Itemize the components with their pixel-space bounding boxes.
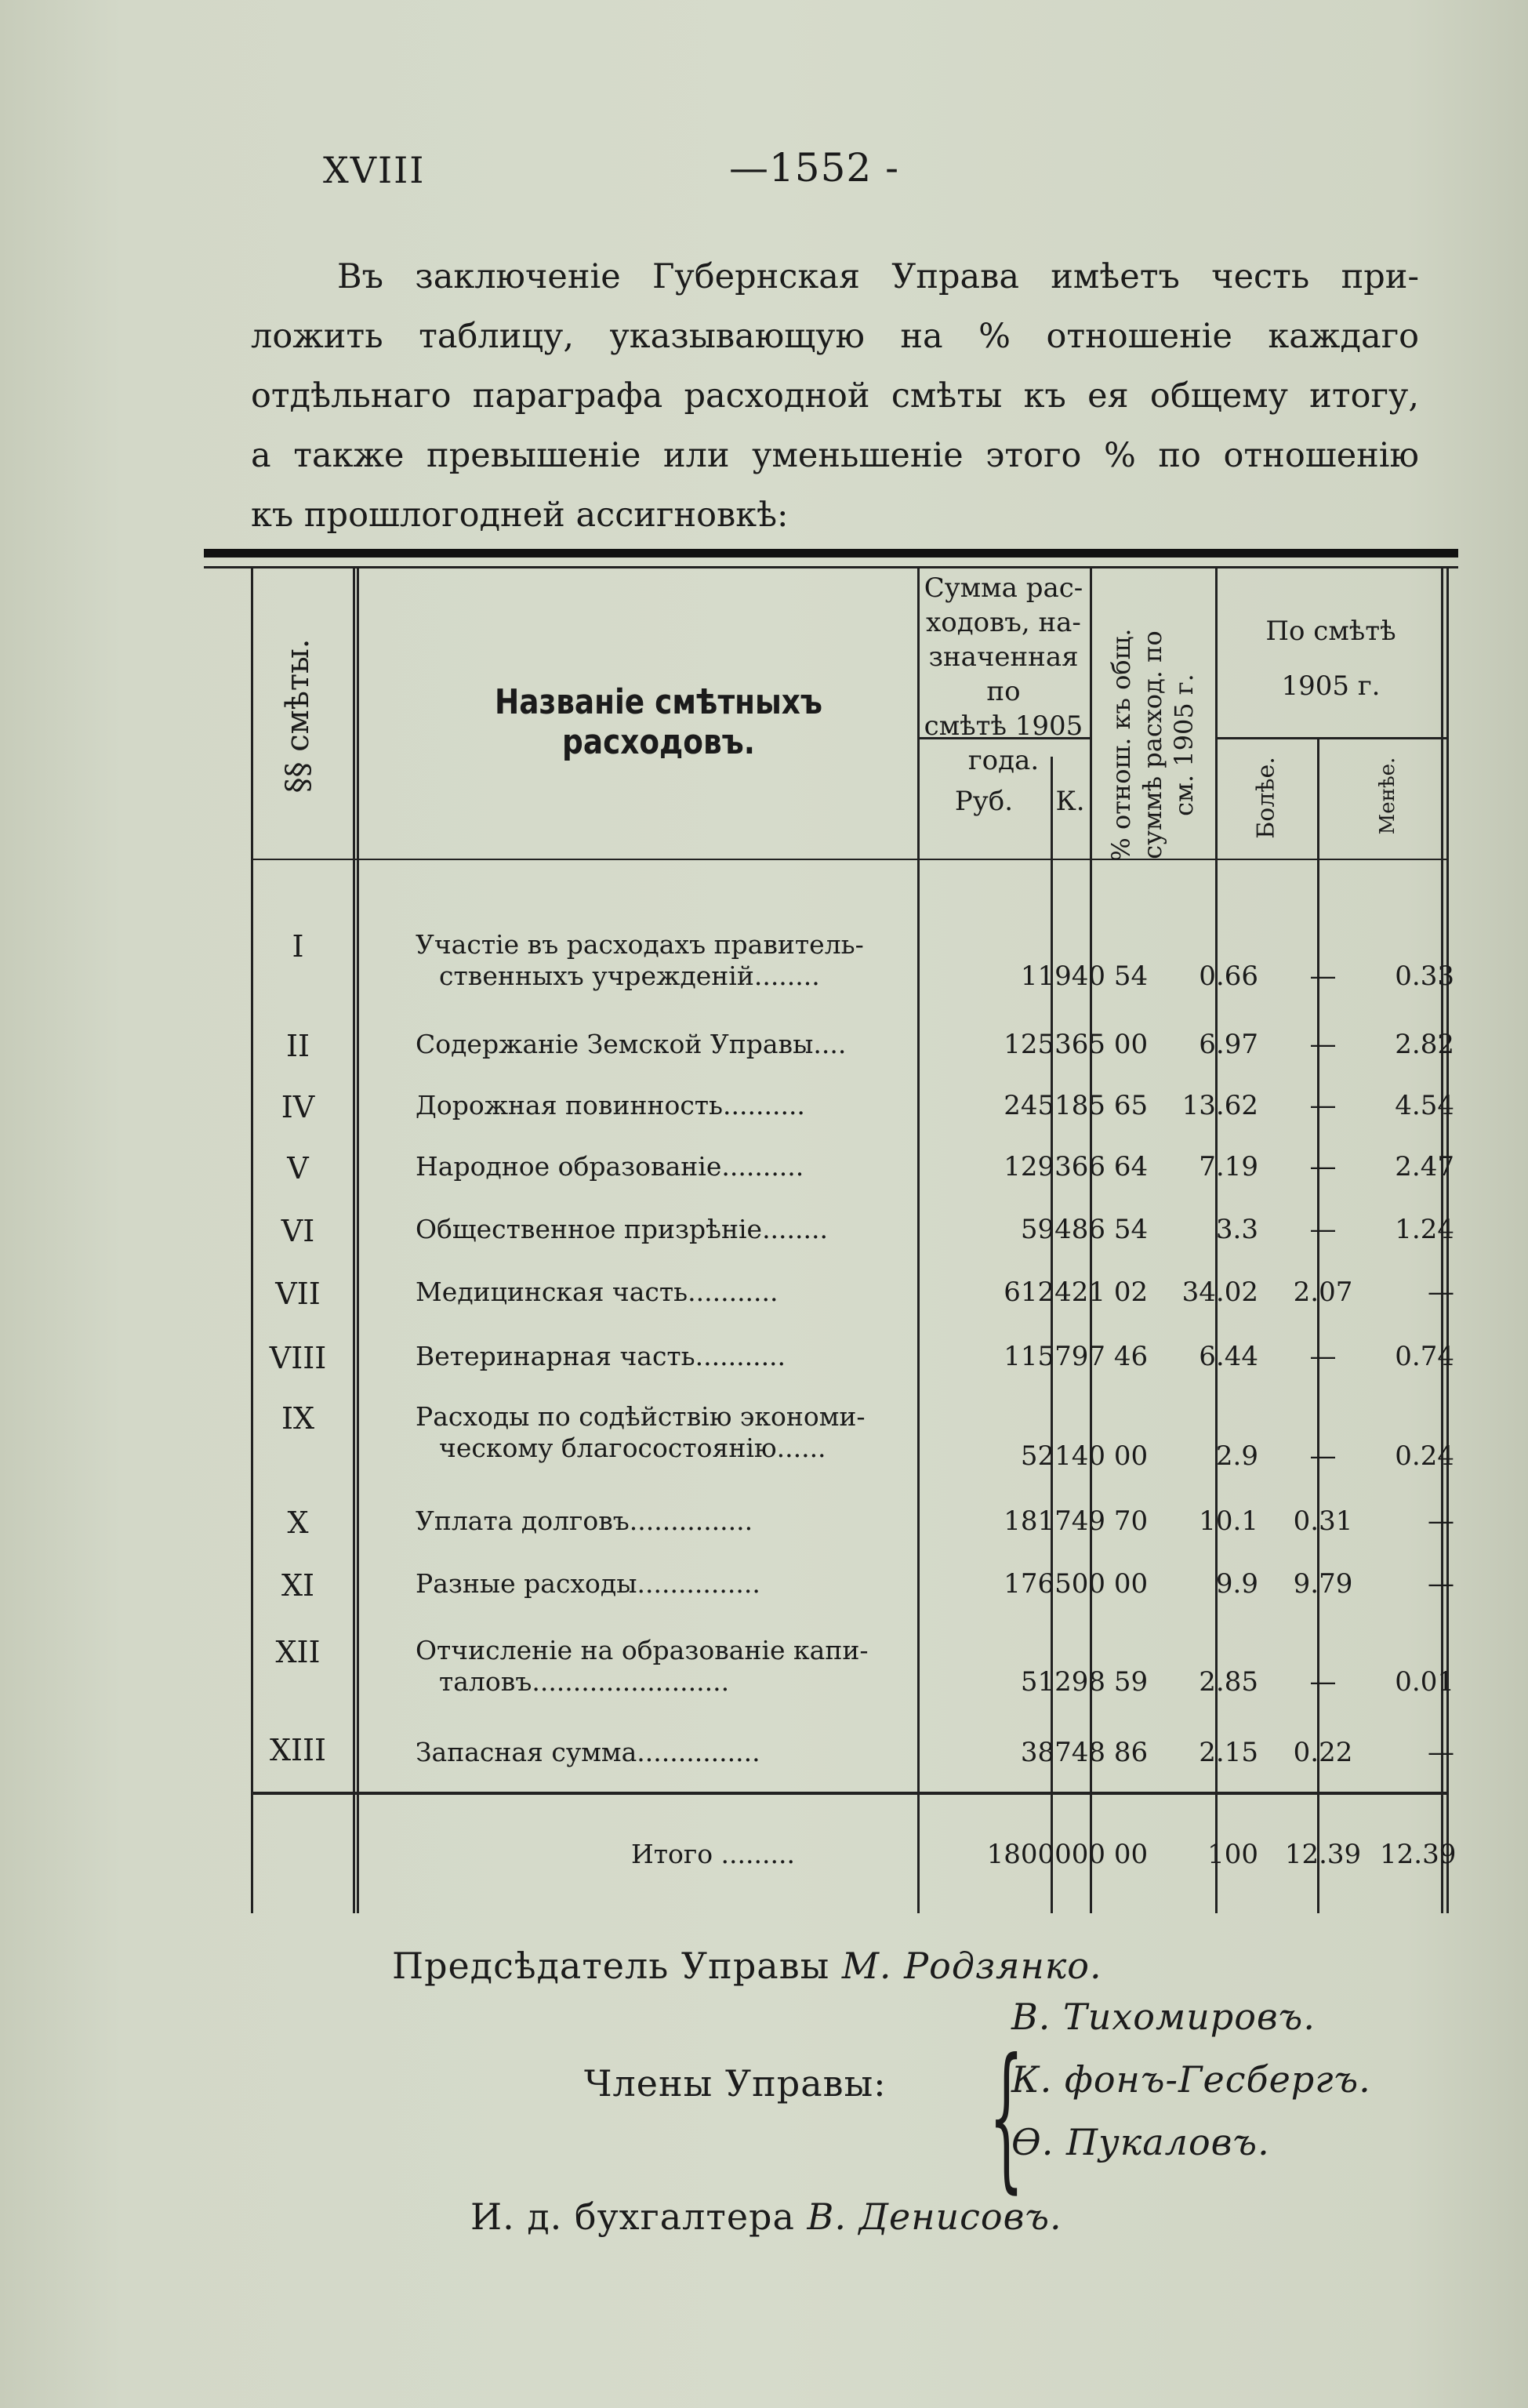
row-section: X bbox=[287, 1505, 309, 1540]
row-more: — bbox=[1309, 1090, 1337, 1121]
sections-header: §§ смѣты. bbox=[280, 638, 316, 794]
row-kop: 00 bbox=[1113, 1568, 1149, 1600]
header-rule bbox=[1215, 737, 1446, 739]
row-percent: 3.3 bbox=[1215, 1214, 1258, 1245]
row-more: — bbox=[1309, 1029, 1337, 1060]
row-more: — bbox=[1309, 1341, 1337, 1372]
row-section: XIII bbox=[269, 1733, 327, 1767]
row-name-line: ственныхъ учрежденій........ bbox=[439, 961, 820, 991]
row-kop: 46 bbox=[1113, 1341, 1149, 1372]
row-section: IX bbox=[281, 1401, 315, 1436]
row-percent: 10.1 bbox=[1199, 1505, 1258, 1537]
row-section: VIII bbox=[269, 1341, 327, 1375]
row-more: — bbox=[1309, 961, 1337, 992]
row-rub: 59486 bbox=[1020, 1214, 1105, 1245]
by-estimate-line: 1905 г. bbox=[1281, 670, 1381, 702]
row-name: Народное образованіе.......... bbox=[416, 1151, 804, 1182]
row-name: Разные расходы............... bbox=[416, 1568, 760, 1599]
row-more: 0.31 bbox=[1293, 1505, 1353, 1537]
accountant-name: В. Денисовъ. bbox=[807, 2196, 1062, 2238]
row-name bbox=[416, 929, 917, 992]
row-name bbox=[416, 1401, 917, 1464]
row-less: 0.74 bbox=[1395, 1341, 1454, 1372]
chairman-signature bbox=[392, 1945, 1102, 1987]
row-rub: 11940 bbox=[1020, 961, 1105, 992]
brace-symbol: { bbox=[989, 2025, 1024, 2208]
row-name: Медицинская часть........... bbox=[416, 1277, 779, 1307]
row-percent: 7.19 bbox=[1199, 1151, 1258, 1182]
row-less: 2.82 bbox=[1395, 1029, 1454, 1060]
row-rub: 245185 bbox=[1004, 1090, 1105, 1121]
row-percent: 6.44 bbox=[1199, 1341, 1258, 1372]
row-less: — bbox=[1428, 1737, 1454, 1768]
row-kop: 64 bbox=[1113, 1151, 1149, 1182]
sum-header-line: смѣтѣ 1905 bbox=[924, 710, 1083, 742]
expense-table bbox=[204, 549, 1458, 1921]
row-more: 9.79 bbox=[1293, 1568, 1353, 1600]
percent-header-line: % отнош. къ общ. bbox=[1106, 628, 1136, 862]
row-section: VI bbox=[281, 1214, 315, 1248]
row-name-line: Участіе въ расходахъ правитель- bbox=[416, 929, 864, 960]
row-percent: 2.9 bbox=[1215, 1440, 1258, 1472]
row-section: V bbox=[287, 1151, 309, 1186]
row-name: Общественное призрѣніе........ bbox=[416, 1214, 828, 1244]
percent-header bbox=[1105, 588, 1200, 902]
kop-header: К. bbox=[1055, 786, 1085, 817]
chairman-title: Предсѣдатель Управы bbox=[392, 1945, 830, 1987]
row-rub: 52140 bbox=[1020, 1440, 1105, 1472]
more-header: Болѣе. bbox=[1252, 757, 1280, 839]
row-percent: 13.62 bbox=[1181, 1090, 1258, 1121]
row-less: — bbox=[1428, 1568, 1454, 1600]
name-header: Названіе смѣтныхъ расходовъ. bbox=[494, 682, 823, 762]
row-more: — bbox=[1309, 1440, 1337, 1472]
row-less: — bbox=[1428, 1505, 1454, 1537]
by-estimate-line: По смѣтѣ bbox=[1265, 616, 1396, 647]
total-rub: 1800000 bbox=[986, 1839, 1105, 1870]
intro-line: Въ заключеніе Губернская Управа имѣетъ честь при- bbox=[337, 257, 1419, 296]
row-section: XI bbox=[281, 1568, 315, 1603]
row-less: — bbox=[1428, 1277, 1454, 1308]
row-name-line: ческому благосостоянію...... bbox=[439, 1433, 826, 1463]
sum-header-line: года. bbox=[967, 745, 1040, 776]
member-name: Ѳ. Пукаловъ. bbox=[1011, 2121, 1270, 2163]
row-section: XII bbox=[275, 1635, 321, 1669]
row-name: Дорожная повинность.......... bbox=[416, 1090, 805, 1120]
row-name: Запасная сумма............... bbox=[416, 1737, 760, 1767]
sum-header-line: значенная по bbox=[928, 641, 1079, 707]
row-name-line: таловъ........................ bbox=[439, 1666, 730, 1697]
row-percent: 2.85 bbox=[1199, 1666, 1258, 1698]
accountant-title: И. д. бухгалтера bbox=[470, 2196, 795, 2238]
total-less: 12.39 bbox=[1380, 1839, 1457, 1870]
by-estimate-header bbox=[1215, 604, 1446, 714]
row-name-line: Расходы по содѣйствію экономи- bbox=[416, 1401, 866, 1432]
row-more: — bbox=[1309, 1151, 1337, 1182]
row-rub: 129366 bbox=[1004, 1151, 1105, 1182]
row-percent: 6.97 bbox=[1199, 1029, 1258, 1060]
member-name: В. Тихомировъ. bbox=[1011, 1996, 1316, 2038]
row-less: 0.24 bbox=[1395, 1440, 1454, 1472]
member-name: К. фонъ-Гесбергъ. bbox=[1011, 2058, 1371, 2101]
row-less: 0.33 bbox=[1395, 961, 1454, 992]
row-section: II bbox=[285, 1029, 310, 1063]
row-more: 0.22 bbox=[1293, 1737, 1353, 1768]
row-less: 2.47 bbox=[1395, 1151, 1454, 1182]
row-rub: 176500 bbox=[1004, 1568, 1105, 1600]
row-kop: 00 bbox=[1113, 1029, 1149, 1060]
row-section: I bbox=[292, 929, 304, 964]
row-name bbox=[416, 1635, 917, 1698]
sum-header bbox=[917, 571, 1090, 778]
total-more: 12.39 bbox=[1284, 1839, 1362, 1870]
row-rub: 125365 bbox=[1004, 1029, 1105, 1060]
page-number: —1552 - bbox=[729, 145, 900, 191]
total-label: Итого ......... bbox=[631, 1839, 795, 1869]
members-label: Члены Управы: bbox=[584, 2062, 887, 2105]
table-top-rule bbox=[204, 549, 1458, 558]
row-kop: 59 bbox=[1113, 1666, 1149, 1698]
percent-header-line: см. 1905 г. bbox=[1169, 674, 1199, 816]
row-more: — bbox=[1309, 1666, 1337, 1698]
row-less: 0.01 bbox=[1395, 1666, 1454, 1698]
row-kop: 70 bbox=[1113, 1505, 1149, 1537]
row-section: IV bbox=[281, 1090, 315, 1124]
row-percent: 2.15 bbox=[1199, 1737, 1258, 1768]
sum-header-line: ходовъ, на- bbox=[926, 607, 1081, 638]
intro-line: а также превышеніе или уменьшеніе этого % по отношенію bbox=[251, 436, 1419, 475]
row-kop: 02 bbox=[1113, 1277, 1149, 1308]
chairman-name: М. Родзянко. bbox=[841, 1945, 1102, 1987]
row-rub: 612421 bbox=[1004, 1277, 1105, 1308]
row-section: VII bbox=[275, 1277, 321, 1311]
intro-line: къ прошлогодней ассигновкѣ: bbox=[251, 496, 789, 535]
total-rule bbox=[251, 1792, 1446, 1795]
intro-line: отдѣльнаго параграфа расходной смѣты къ ея общему итогу, bbox=[251, 376, 1419, 416]
row-rub: 115797 bbox=[1004, 1341, 1105, 1372]
accountant-signature bbox=[470, 2196, 1062, 2238]
row-rub: 38748 bbox=[1020, 1737, 1105, 1768]
row-kop: 54 bbox=[1113, 961, 1149, 992]
row-kop: 00 bbox=[1113, 1440, 1149, 1472]
rub-header: Руб. bbox=[954, 786, 1014, 817]
row-kop: 54 bbox=[1113, 1214, 1149, 1245]
row-percent: 0.66 bbox=[1199, 961, 1258, 992]
row-rub: 51298 bbox=[1020, 1666, 1105, 1698]
intro-paragraph bbox=[251, 247, 1419, 545]
row-less: 4.54 bbox=[1395, 1090, 1454, 1121]
row-percent: 34.02 bbox=[1181, 1277, 1258, 1308]
row-name-line: Отчисленіе на образованіе капи- bbox=[416, 1635, 869, 1665]
row-more: 2.07 bbox=[1293, 1277, 1353, 1308]
row-name: Уплата долговъ............... bbox=[416, 1505, 753, 1536]
row-less: 1.24 bbox=[1395, 1214, 1454, 1245]
header-bottom-rule bbox=[251, 859, 1446, 860]
percent-header-line: суммѣ расход. по bbox=[1138, 630, 1167, 859]
row-percent: 9.9 bbox=[1215, 1568, 1258, 1600]
row-kop: 65 bbox=[1113, 1090, 1149, 1121]
intro-line: ложить таблицу, указывающую на % отношеніе каждаго bbox=[251, 317, 1419, 356]
less-header: Менѣе. bbox=[1376, 757, 1399, 835]
sum-header-line: Сумма рас- bbox=[924, 572, 1083, 604]
row-more: — bbox=[1309, 1214, 1337, 1245]
total-percent: 100 bbox=[1207, 1839, 1258, 1870]
row-kop: 86 bbox=[1113, 1737, 1149, 1768]
section-number: XVIII bbox=[323, 149, 426, 191]
row-rub: 181749 bbox=[1004, 1505, 1105, 1537]
total-kop: 00 bbox=[1113, 1839, 1149, 1870]
row-name: Ветеринарная часть........... bbox=[416, 1341, 786, 1371]
table-top-rule-thin bbox=[204, 566, 1458, 568]
row-name: Содержаніе Земской Управы.... bbox=[416, 1029, 847, 1059]
